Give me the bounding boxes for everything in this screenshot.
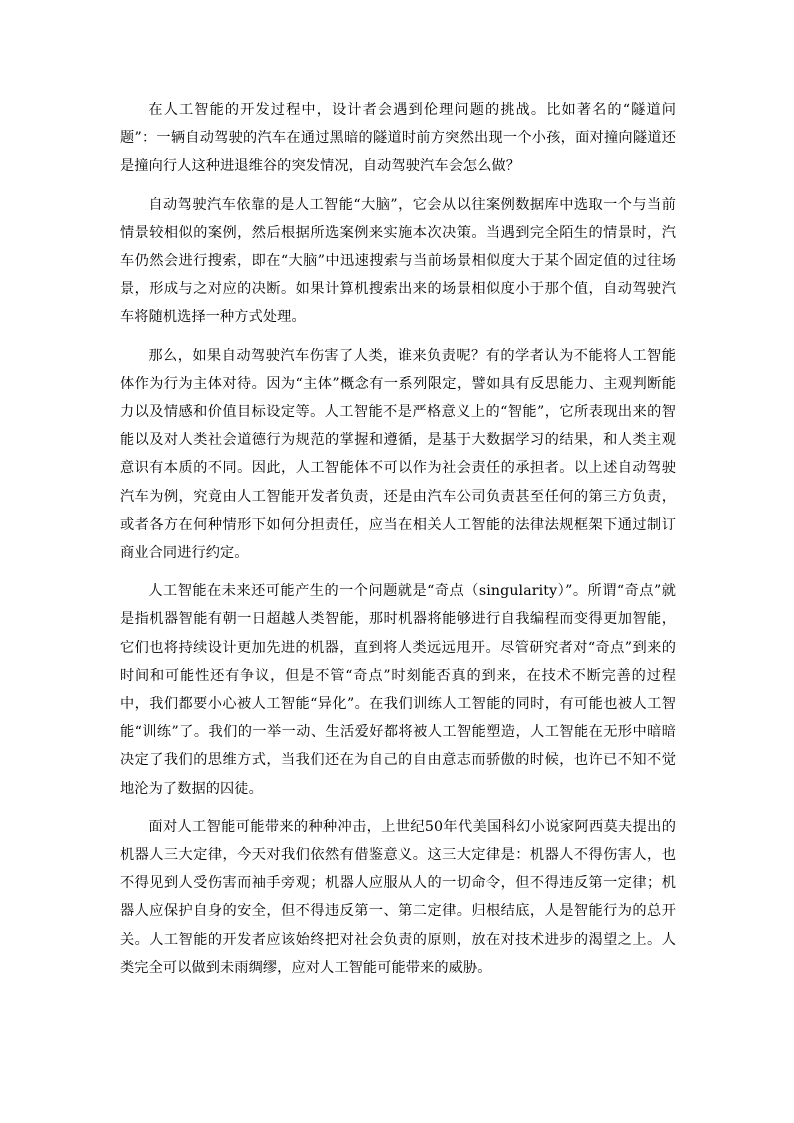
paragraph-3: 那么，如果自动驾驶汽车伤害了人类，谁来负责呢？有的学者认为不能将人工智能体作为行为主体对待。因为“主体”概念有一系列限定，譬如具有反思能力、主观判断能力以及情感和价值目标设定等。人工智能不是严格意义上的“智能”，它所表现出来的智能以及对人类社会道德行为规范的掌握和遵循，是基于大数据学习的结果，和人类主观意识有本质的不同。因此，人工智能体不可以作为社会责任的承担者。以上述自动驾驶汽车为例，究竟由人工智能开发者负责，还是由汽车公司负责甚至任何的第三方负责，或者各方在何种情形下如何分担责任，应当在相关人工智能的法律法规框架下通过制订商业合同进行约定。 <box>120 347 676 562</box>
paragraph-1: 在人工智能的开发过程中，设计者会遇到伦理问题的挑战。比如著名的“隧道问题”：一辆自动驾驶的汽车在通过黑暗的隧道时前方突然出现一个小孩，面对撞向隧道还是撞向行人这种进退维谷的突发情况，自动驾驶汽车会怎么做？ <box>120 102 676 175</box>
paragraph-4: 人工智能在未来还可能产生的一个问题就是“奇点（singularity）”。所谓“奇点”就是指机器智能有朝一日超越人类智能，那时机器将能够进行自我编程而变得更加智能，它们也将持续设计更加先进的机器，直到将人类远远甩开。尽管研究者对“奇点”到来的时间和可能性还有争议，但是不管“奇点”时刻能否真的到来，在技术不断完善的过程中，我们都要小心被人工智能“异化”。在我们训练人工智能的同时，有可能也被人工智能“训练”了。我们的一举一动、生活爱好都将被人工智能塑造，人工智能在无形中暗暗决定了我们的思维方式，当我们还在为自己的自由意志而骄傲的时候，也许已不知不觉地沦为了数据的囚徒。 <box>120 583 676 797</box>
paragraph-2: 自动驾驶汽车依靠的是人工智能“大脑”，它会从以往案例数据库中选取一个与当前情景较相似的案例，然后根据所选案例来实施本次决策。当遇到完全陌生的情景时，汽车仍然会进行搜索，即在“大脑”中迅速搜索与当前场景相似度大于某个固定值的过往场景，形成与之对应的决断。如果计算机搜索出来的场景相似度小于那个值，自动驾驶汽车将随机选择一种方式处理。 <box>120 196 676 326</box>
document-body <box>120 96 676 992</box>
paragraph-5: 面对人工智能可能带来的种种冲击，上世纪50年代美国科幻小说家阿西莫夫提出的机器人三大定律，今天对我们依然有借鉴意义。这三大定律是：机器人不得伤害人，也不得见到人受伤害而袖手旁观；机器人应服从人的一切命令，但不得违反第一定律；机器人应保护自身的安全，但不得违反第一、第二定律。归根结底，人是智能行为的总开关。人工智能的开发者应该始终把对社会负责的原则，放在对技术进步的渴望之上。人类完全可以做到未雨绸缪，应对人工智能可能带来的威胁。 <box>120 818 676 976</box>
